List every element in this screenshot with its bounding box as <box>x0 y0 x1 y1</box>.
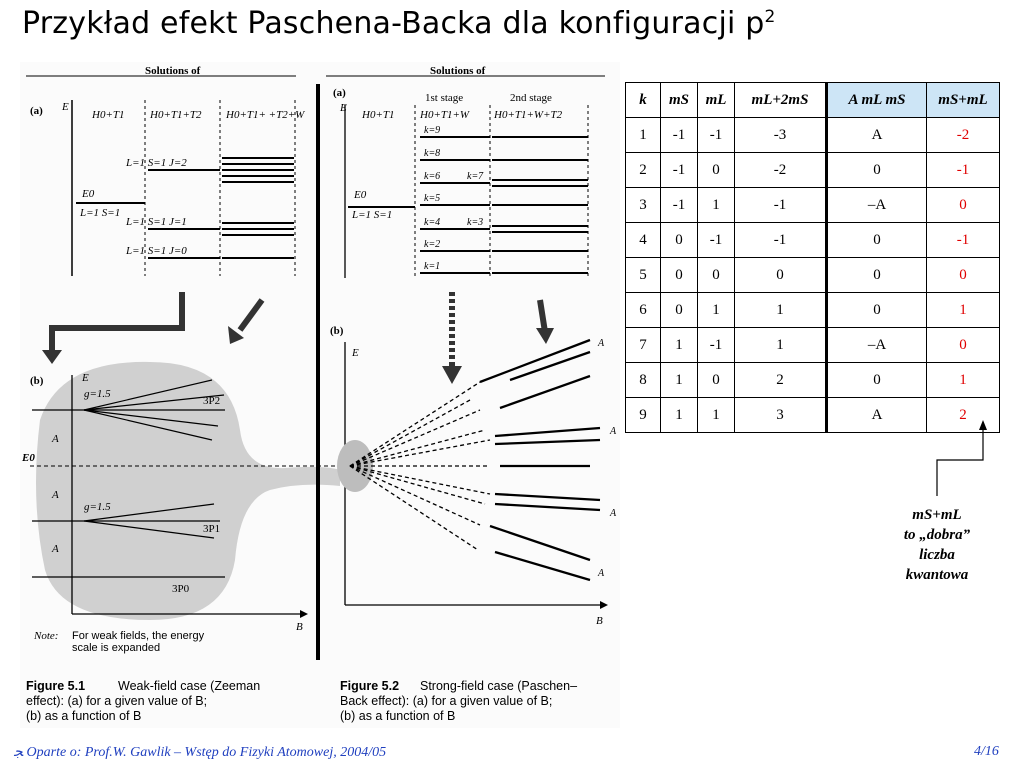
left-a-1: A <box>52 433 59 445</box>
right-col-1: H0+T1 <box>362 109 395 121</box>
right-solutions-header: Solutions of <box>430 65 486 77</box>
th-ms: mS <box>661 83 698 118</box>
table-cell: 1 <box>735 328 827 363</box>
caption-right-lead: Figure 5.2 <box>340 679 400 693</box>
right-e0-label: E0 <box>354 189 367 201</box>
table-cell: 1 <box>698 188 735 223</box>
table-cell: 1 <box>661 328 698 363</box>
left-col-3: H0+T1+ +T2+W <box>226 109 305 121</box>
slide-title-sup: 2 <box>764 7 776 27</box>
table-cell: –A <box>827 328 927 363</box>
term-3p0: 3P0 <box>172 583 190 595</box>
table-cell: 1 <box>698 398 735 433</box>
table-cell: -2 <box>927 118 1000 153</box>
th-ml-2ms: mL+2mS <box>735 83 827 118</box>
left-j1-label: L=1 S=1 J=1 <box>126 216 187 228</box>
left-col-2: H0+T1+T2 <box>150 109 202 121</box>
k7: k=7 <box>467 171 484 182</box>
table-cell: -1 <box>661 188 698 223</box>
table-cell: 1 <box>927 293 1000 328</box>
table-cell: -1 <box>735 188 827 223</box>
table-cell: 6 <box>626 293 661 328</box>
k1: k=1 <box>424 261 441 272</box>
table-cell: 0 <box>827 363 927 398</box>
table-cell: -2 <box>735 153 827 188</box>
right-axis-e: E <box>340 102 347 114</box>
right-stage-2: 2nd stage <box>510 92 552 104</box>
table-cell: 8 <box>626 363 661 398</box>
annotation-line-3: liczba <box>919 547 955 563</box>
th-ml: mL <box>698 83 735 118</box>
caption-left-lead: Figure 5.1 <box>26 679 86 693</box>
table-cell: 4 <box>626 223 661 258</box>
table-cell: -3 <box>735 118 827 153</box>
k4: k=4 <box>424 217 441 228</box>
right-col-2: H0+T1+W <box>420 109 470 121</box>
term-3p2: 3P2 <box>203 395 221 407</box>
left-j2-label: L=1 S=1 J=2 <box>126 157 187 169</box>
table-cell: -1 <box>927 153 1000 188</box>
left-axis-e: E <box>62 101 69 113</box>
annotation-line-1: mS+mL <box>912 507 962 523</box>
footer-text: Oparte o: Prof.W. Gawlik – Wstęp do Fizyki Atomowej, 2004/05 <box>26 745 387 760</box>
left-g-label-2: g=1.5 <box>84 501 111 513</box>
caption-right-1: Strong-field case (Paschen– <box>420 679 578 693</box>
left-g-label-1: g=1.5 <box>84 388 111 400</box>
left-j0-label: L=1 S=1 J=0 <box>126 245 187 257</box>
table-cell: 0 <box>927 328 1000 363</box>
left-col-1: H0+T1 <box>92 109 125 121</box>
table-cell: 2 <box>927 398 1000 433</box>
table-cell: 0 <box>827 293 927 328</box>
table-cell: A <box>827 398 927 433</box>
footer <box>14 744 386 761</box>
annotation-note <box>878 505 996 585</box>
table-cell: 2 <box>735 363 827 398</box>
table-cell: A <box>827 118 927 153</box>
table-cell: 0 <box>827 153 927 188</box>
k8: k=8 <box>424 148 441 159</box>
footer-icon: ﺠ <box>14 745 24 760</box>
table-cell: -1 <box>735 223 827 258</box>
table-cell: 1 <box>927 363 1000 398</box>
left-axis-e2: E <box>82 372 89 384</box>
left-a-3: A <box>52 543 59 555</box>
right-panel-b: (b) <box>330 325 344 337</box>
right-ls-label: L=1 S=1 <box>352 209 393 221</box>
left-a-2: A <box>52 489 59 501</box>
table-cell: -1 <box>661 118 698 153</box>
table-cell: 1 <box>735 293 827 328</box>
table-cell: 1 <box>626 118 661 153</box>
right-col-3: H0+T1+W+T2 <box>494 109 563 121</box>
caption-right-3: (b) as a function of B <box>340 709 456 723</box>
table-cell: -1 <box>698 118 735 153</box>
right-a-1: A <box>598 338 605 349</box>
k3: k=3 <box>467 217 484 228</box>
term-3p1: 3P1 <box>203 523 221 535</box>
right-axis-e2: E <box>352 347 359 359</box>
right-panel-a: (a) <box>333 87 346 99</box>
table-cell: 0 <box>698 258 735 293</box>
table-cell: 0 <box>827 223 927 258</box>
table-cell: 0 <box>735 258 827 293</box>
caption-left-3: (b) as a function of B <box>26 709 142 723</box>
table-cell: –A <box>827 188 927 223</box>
k6: k=6 <box>424 171 441 182</box>
k2: k=2 <box>424 239 441 250</box>
table-cell: 0 <box>927 188 1000 223</box>
note-lead: Note: <box>34 630 59 642</box>
table-cell: -1 <box>661 153 698 188</box>
caption-left-2: effect): (a) for a given value of B; <box>26 694 208 708</box>
table-cell: 0 <box>661 258 698 293</box>
table-cell: 0 <box>698 153 735 188</box>
caption-right-2: Back effect): (a) for a given value of B; <box>340 694 553 708</box>
table-cell: 1 <box>661 398 698 433</box>
table-cell: 0 <box>661 293 698 328</box>
left-axis-b: B <box>296 621 303 633</box>
left-e0-label: E0 <box>82 188 95 200</box>
left-panel-a: (a) <box>30 105 43 117</box>
table-cell: 3 <box>626 188 661 223</box>
table-cell: 7 <box>626 328 661 363</box>
right-a-2: A <box>610 426 617 437</box>
table-cell: 0 <box>698 363 735 398</box>
table-cell: -1 <box>698 223 735 258</box>
table-cell: 0 <box>827 258 927 293</box>
k5: k=5 <box>424 193 441 204</box>
slide-title-text: Przykład efekt Paschena-Backa dla konfiguracji p <box>22 6 765 41</box>
page-number: 4/16 <box>974 744 999 759</box>
table-cell: 0 <box>661 223 698 258</box>
right-a-3: A <box>610 508 617 519</box>
annotation-line-4: kwantowa <box>905 567 969 583</box>
annotation-line-2: to „dobra” <box>903 527 971 543</box>
k9: k=9 <box>424 125 441 136</box>
table-cell: 2 <box>626 153 661 188</box>
right-axis-b: B <box>596 615 603 627</box>
left-e0-bottom: E0 <box>22 452 35 464</box>
right-stage-1: 1st stage <box>425 92 464 104</box>
left-solutions-header: Solutions of <box>145 65 201 77</box>
left-ls-label: L=1 S=1 <box>80 207 121 219</box>
left-panel-b: (b) <box>30 375 44 387</box>
table-cell: -1 <box>698 328 735 363</box>
table-cell: 0 <box>927 258 1000 293</box>
th-a-ml-ms: A mL mS <box>827 83 927 118</box>
table-cell: -1 <box>927 223 1000 258</box>
th-k: k <box>626 83 661 118</box>
table-cell: 3 <box>735 398 827 433</box>
table-cell: 1 <box>698 293 735 328</box>
caption-left-1: Weak-field case (Zeeman <box>118 679 261 693</box>
right-a-4: A <box>598 568 605 579</box>
table-cell: 5 <box>626 258 661 293</box>
table-cell: 1 <box>661 363 698 398</box>
note-text: For weak fields, the energy <box>72 630 205 642</box>
note-text-2: scale is expanded <box>72 642 161 654</box>
table-cell: 9 <box>626 398 661 433</box>
th-ms-ml: mS+mL <box>927 83 1000 118</box>
